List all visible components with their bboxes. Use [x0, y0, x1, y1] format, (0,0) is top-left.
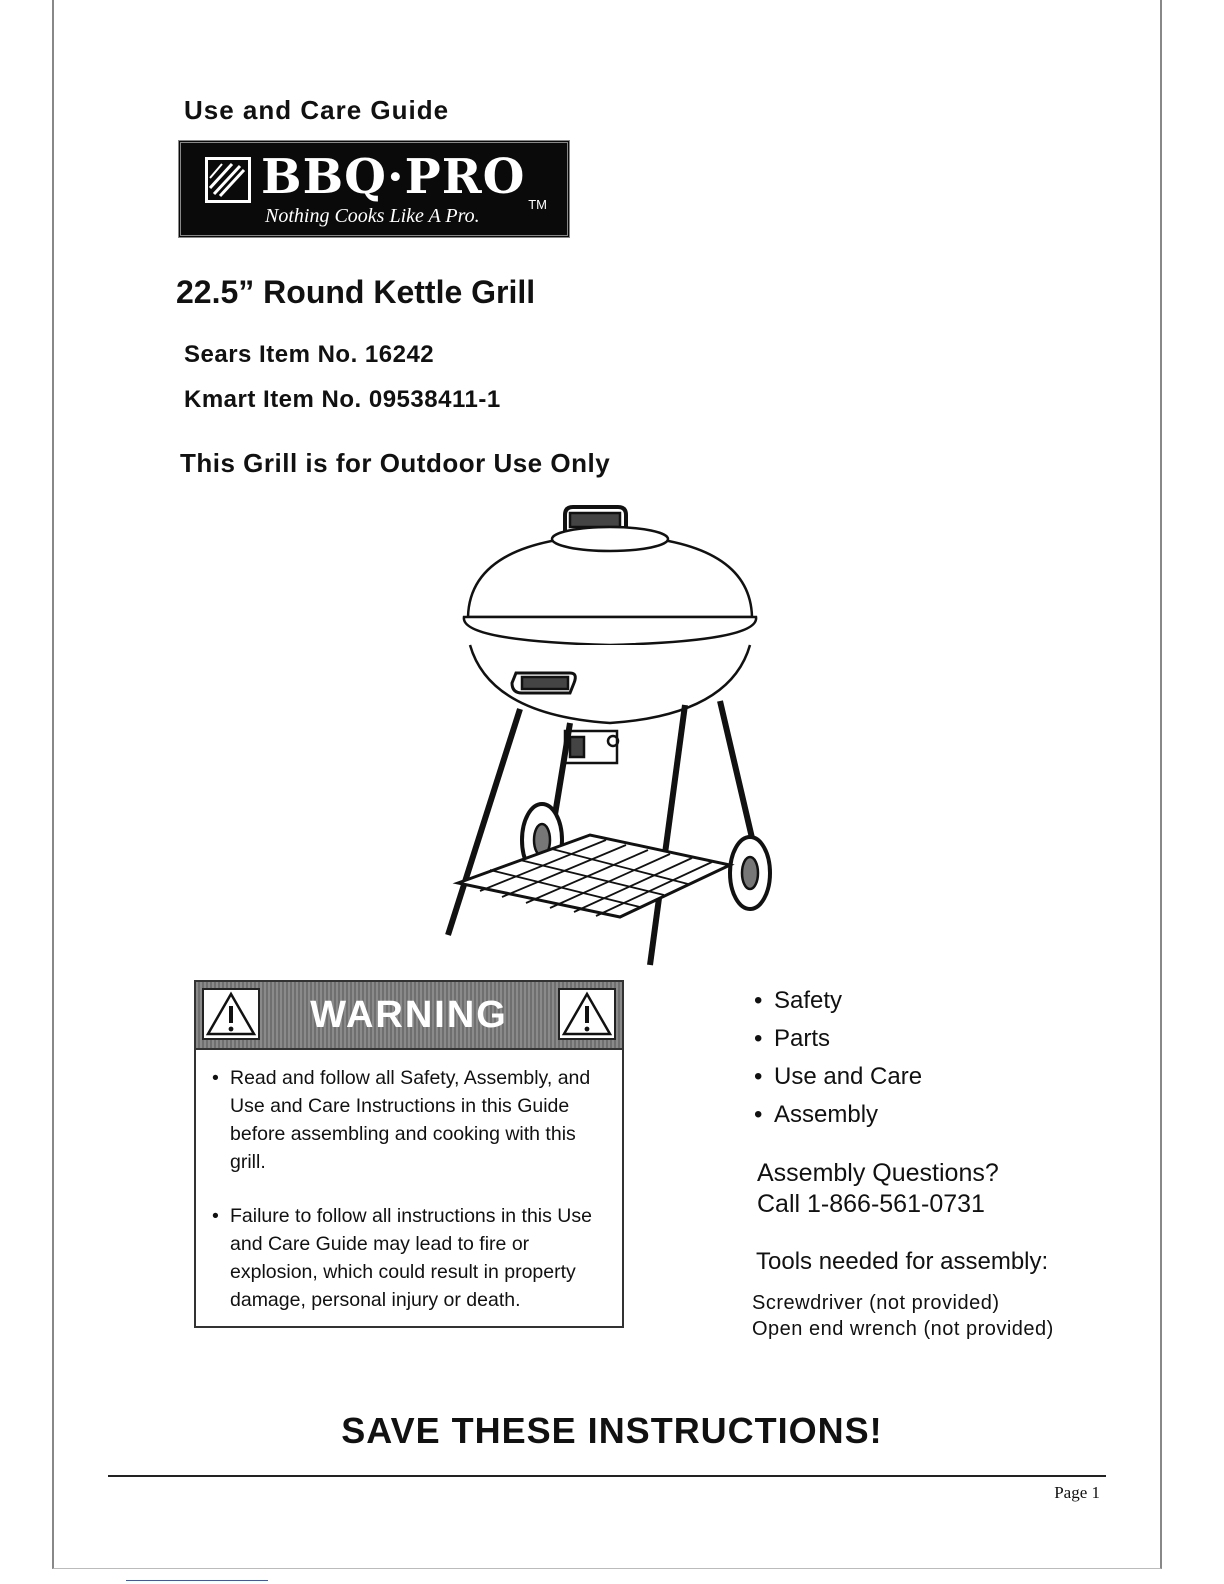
- grill-flame-icon: [205, 157, 251, 203]
- footer-divider: [108, 1475, 1106, 1477]
- brand-logo: [178, 140, 570, 238]
- contents-item: • Parts: [754, 1020, 922, 1058]
- contents-item: • Safety: [754, 982, 922, 1020]
- warning-box: [194, 980, 624, 1328]
- warning-header: [196, 982, 622, 1050]
- warning-bullet-list: [210, 1064, 610, 1340]
- warning-bullet: • Read and follow all Safety, Assembly, and Use and Care Instructions in this Guide before assembling and cooking with this grill.: [210, 1064, 610, 1176]
- tool-item: Screwdriver (not provided): [752, 1292, 1000, 1314]
- tool-item: Open end wrench (not provided): [752, 1318, 1054, 1340]
- bottom-link-underline: [126, 1580, 268, 1581]
- warning-bullet: • Failure to follow all instructions in this Use and Care Guide may lead to fire or explosion, which could result in property damage, personal injury or death.: [210, 1202, 610, 1314]
- contents-item: • Use and Care: [754, 1058, 922, 1096]
- warning-triangle-icon: [558, 988, 616, 1040]
- assembly-support: [757, 1158, 999, 1220]
- tools-list: [752, 1290, 1054, 1342]
- page-number: Page 1: [1054, 1483, 1100, 1502]
- guide-title: Use and Care Guide: [184, 95, 450, 125]
- warning-heading: WARNING: [310, 994, 508, 1036]
- support-phone: Call 1-866-561-0731: [757, 1190, 985, 1218]
- sears-item-number: Sears Item No. 16242: [184, 341, 435, 368]
- kmart-item-number: Kmart Item No. 09538411-1: [184, 386, 501, 413]
- brand-tagline: Nothing Cooks Like A Pro.: [265, 205, 480, 227]
- contents-list: [754, 982, 922, 1134]
- trademark-mark: TM: [528, 197, 547, 212]
- assembly-questions-label: Assembly Questions?: [757, 1159, 999, 1187]
- tools-heading: Tools needed for assembly:: [756, 1248, 1049, 1275]
- product-title: 22.5” Round Kettle Grill: [176, 274, 536, 310]
- save-instructions-banner: SAVE THESE INSTRUCTIONS!: [341, 1410, 883, 1451]
- brand-name: BBQ·PRO: [261, 149, 526, 205]
- outdoor-use-note: This Grill is for Outdoor Use Only: [180, 448, 611, 478]
- contents-item: • Assembly: [754, 1096, 922, 1134]
- kettle-grill-icon: [430, 505, 790, 975]
